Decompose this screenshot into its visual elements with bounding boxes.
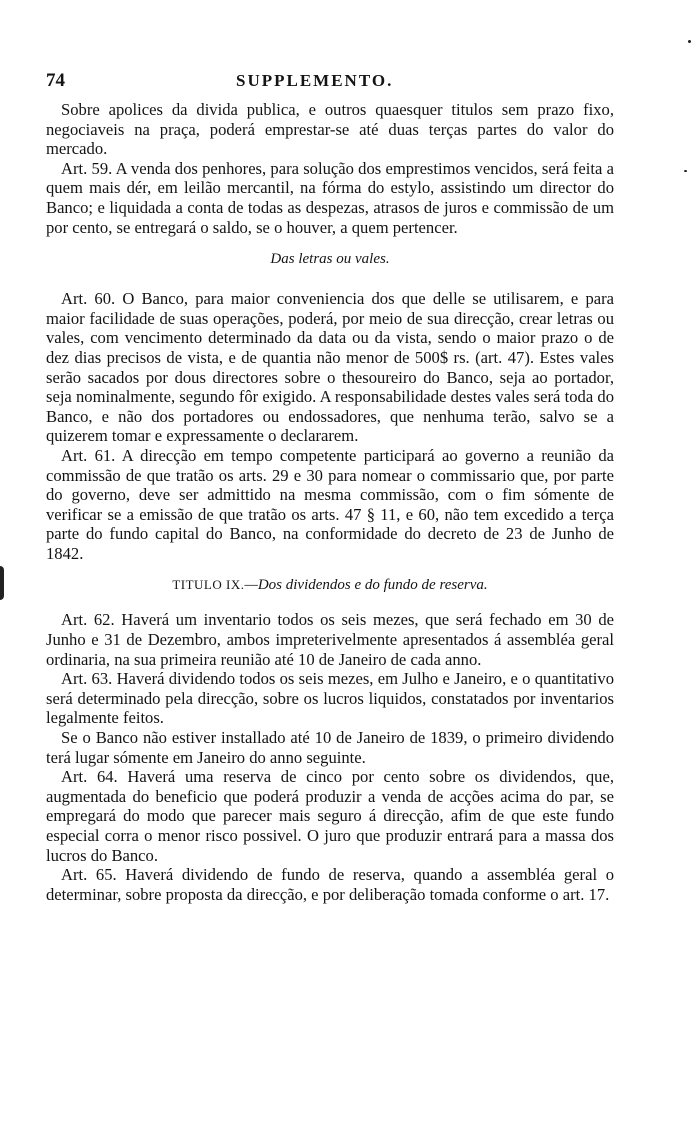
scan-speck-top — [688, 40, 691, 43]
titulo-label: TITULO IX. — [172, 577, 245, 593]
titulo-heading: —Dos dividendos e do fundo de reserva. — [244, 577, 488, 594]
book-page — [46, 70, 614, 904]
page-number: 74 — [46, 70, 65, 91]
paragraph-art-65: Art. 65. Haverá dividendo de fundo de reserva, quando a assembléa geral o determinar, sobre proposta da direcção, e por deliberação tomada conforme o art. 17. — [46, 865, 614, 904]
scan-speck-right — [684, 170, 687, 172]
page-header — [46, 70, 614, 96]
binding-mark-left — [0, 566, 4, 600]
paragraph-art-60: Art. 60. O Banco, para maior conveniencia dos que delle se utilisarem, e para maior facilidade de suas operações, poderá, por meio de sua direcção, crear letras ou vales, com vencimento determinado da data ou da vista, sendo o maior prazo o de dez dias precisos de vista, e de quantia não menor de 500$ rs. (art. 47). Estes vales serão sacados por dous directores sobre o thesoureiro do Banco, seja ao portador, seja nominalmente, segundo fôr exigido. A responsabilidade destes vales será toda do Banco, e não dos portadores ou endossadores, que nenhuma terão, salvo se a quizerem tomar e expressamente o declararem. — [46, 289, 614, 446]
paragraph-art-62: Art. 62. Haverá um inventario todos os seis mezes, que será fechado em 30 de Junho e 31 de Dezembro, ambos impreterivelmente apresentados á assembléa geral ordinaria, na sua primeira reunião até 10 de Janeiro de cada anno. — [46, 610, 614, 669]
running-head: SUPPLEMENTO. — [236, 71, 394, 90]
section-title-dividendos — [46, 577, 614, 594]
paragraph-apolices: Sobre apolices da divida publica, e outros quaesquer titulos sem prazo fixo, negociaveis na praça, poderá emprestar-se até duas terças partes do valor do mercado. — [46, 100, 614, 159]
paragraph-installation: Se o Banco não estiver installado até 10 de Janeiro de 1839, o primeiro dividendo terá lugar sómente em Janeiro do anno seguinte. — [46, 728, 614, 767]
paragraph-art-61: Art. 61. A direcção em tempo competente participará ao governo a reunião da commissão de que tratão os arts. 29 e 30 para nomear o commissario que, por parte do governo, deve ser admittido na mesma commissão, com o fim sómente de verificar se a emissão de que tratão os arts. 47 § 11, e 60, não tem excedido a terça parte do fundo capital do Banco, na conformidade do decreto de 23 de Junho de 1842. — [46, 445, 614, 563]
paragraph-art-63: Art. 63. Haverá dividendo todos os seis mezes, em Julho e Janeiro, e o quantitativo será determinado pela direcção, sobre os lucros liquidos, constatados por inventarios legalmente feitos. — [46, 669, 614, 728]
paragraph-art-64: Art. 64. Haverá uma reserva de cinco por cento sobre os dividendos, que, augmentada do beneficio que poderá produzir a venda de acções acima do par, se empregará do modo que parecer mais seguro á direcção, afim de que este fundo especial corra o menor risco possivel. O juro que produzir entrará para a massa dos lucros do Banco. — [46, 767, 614, 865]
section-title-letras: Das letras ou vales. — [270, 251, 390, 268]
paragraph-art-59: Art. 59. A venda dos penhores, para solução dos emprestimos vencidos, será feita a quem mais dér, em leilão mercantil, na fórma do estylo, assistindo um director do Banco; e liquidada a conta de todas as despezas, atrasos de juros e commissão de um por cento, se entregará o saldo, se o houver, a quem pertencer. — [46, 158, 614, 237]
